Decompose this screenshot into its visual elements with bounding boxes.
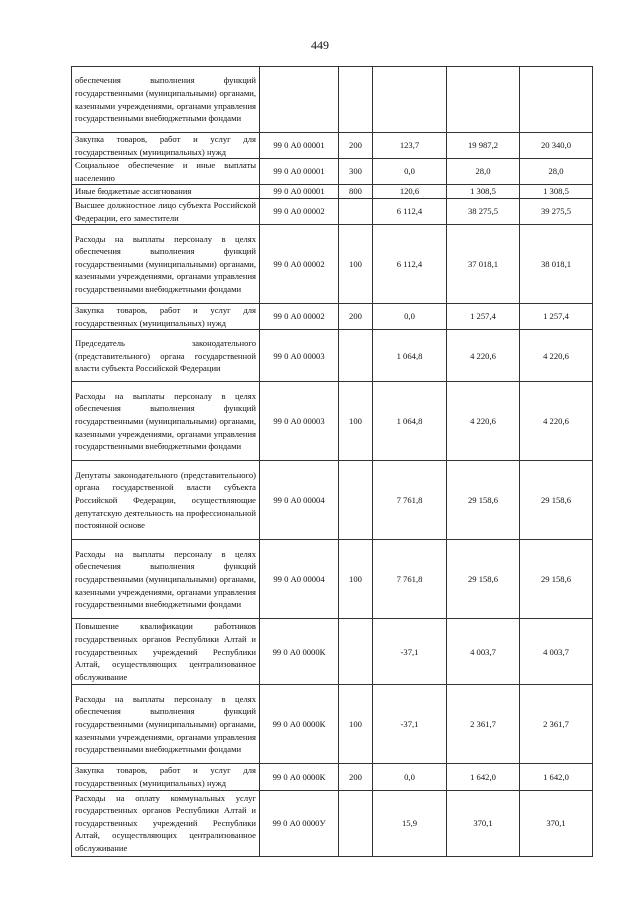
- row-total-2021: 38 275,5: [447, 198, 520, 224]
- table-row: [72, 133, 593, 159]
- row-total-2022: 38 018,1: [520, 225, 593, 304]
- row-total-2022: 2 361,7: [520, 685, 593, 764]
- table-row: [72, 540, 593, 619]
- row-code: 99 0 А0 00001: [260, 159, 339, 185]
- row-name: Депутаты законодательного (представительного) органа государственной власти субъекта Российской Федерации, осуществляющие депутатскую деятельность на профессиональной постоянной основе: [72, 461, 260, 540]
- table-row: [72, 619, 593, 685]
- row-name: Закупка товаров, работ и услуг для государственных (муниципальных) нужд: [72, 304, 260, 330]
- row-total-2021: 19 987,2: [447, 133, 520, 159]
- row-change-amount: 15,9: [373, 790, 447, 856]
- row-code: 99 0 А0 00003: [260, 382, 339, 461]
- row-total-2022: 4 220,6: [520, 330, 593, 382]
- row-expense-kind: 100: [339, 685, 373, 764]
- row-change-amount: 0,0: [373, 764, 447, 790]
- row-code: 99 0 А0 00003: [260, 330, 339, 382]
- row-change-amount: 7 761,8: [373, 540, 447, 619]
- row-total-2022: 4 003,7: [520, 619, 593, 685]
- row-change-amount: 0,0: [373, 304, 447, 330]
- row-expense-kind: 200: [339, 133, 373, 159]
- row-total-2021: 28,0: [447, 159, 520, 185]
- row-expense-kind: [339, 619, 373, 685]
- row-change-amount: 1 064,8: [373, 382, 447, 461]
- row-name: Расходы на выплаты персоналу в целях обеспечения выполнения функций государственными (муниципальными) органами, казенными учреждениями, органами управления государственными внебюджетными фондами: [72, 382, 260, 461]
- row-total-2021: 370,1: [447, 790, 520, 856]
- table-row: [72, 304, 593, 330]
- row-total-2022: 29 158,6: [520, 461, 593, 540]
- row-change-amount: 7 761,8: [373, 461, 447, 540]
- row-total-2021: 37 018,1: [447, 225, 520, 304]
- row-name: Повышение квалификации работников государственных органов Республики Алтай и государственных учреждений Республики Алтай, осуществляющих централизованное обслуживание: [72, 619, 260, 685]
- row-code: 99 0 А0 00004: [260, 461, 339, 540]
- row-change-amount: [373, 67, 447, 133]
- table-row: [72, 330, 593, 382]
- row-expense-kind: [339, 790, 373, 856]
- row-change-amount: -37,1: [373, 685, 447, 764]
- row-code: 99 0 А0 00004: [260, 540, 339, 619]
- row-code: 99 0 А0 0000К: [260, 764, 339, 790]
- row-code: [260, 67, 339, 133]
- row-total-2022: 1 308,5: [520, 185, 593, 199]
- row-total-2021: 1 308,5: [447, 185, 520, 199]
- row-change-amount: 123,7: [373, 133, 447, 159]
- row-expense-kind: 100: [339, 225, 373, 304]
- row-code: 99 0 А0 00001: [260, 185, 339, 199]
- row-total-2021: 1 257,4: [447, 304, 520, 330]
- row-code: 99 0 А0 0000К: [260, 619, 339, 685]
- row-expense-kind: 100: [339, 382, 373, 461]
- row-expense-kind: [339, 67, 373, 133]
- row-code: 99 0 А0 0000К: [260, 685, 339, 764]
- row-name: Социальное обеспечение и иные выплаты населению: [72, 159, 260, 185]
- row-total-2021: 2 361,7: [447, 685, 520, 764]
- row-total-2022: 1 642,0: [520, 764, 593, 790]
- row-total-2022: 29 158,6: [520, 540, 593, 619]
- table-row: [72, 67, 593, 133]
- row-expense-kind: [339, 461, 373, 540]
- row-code: 99 0 А0 00002: [260, 225, 339, 304]
- row-name: обеспечения выполнения функций государственными (муниципальными) органами, казенными учреждениями, органами управления государственными внебюджетными фондами: [72, 67, 260, 133]
- table-row: [72, 382, 593, 461]
- row-change-amount: 120,6: [373, 185, 447, 199]
- row-name: Расходы на выплаты персоналу в целях обеспечения выполнения функций государственными (муниципальными) органами, казенными учреждениями, органами управления государственными внебюджетными фондами: [72, 685, 260, 764]
- table-row: [72, 185, 593, 199]
- row-total-2021: 29 158,6: [447, 461, 520, 540]
- row-change-amount: 0,0: [373, 159, 447, 185]
- row-change-amount: 6 112,4: [373, 198, 447, 224]
- row-code: 99 0 А0 00002: [260, 304, 339, 330]
- row-change-amount: 6 112,4: [373, 225, 447, 304]
- row-name: Иные бюджетные ассигнования: [72, 185, 260, 199]
- row-total-2021: 29 158,6: [447, 540, 520, 619]
- row-expense-kind: 300: [339, 159, 373, 185]
- row-name: Председатель законодательного (представительного) органа государственной власти субъекта Российской Федерации: [72, 330, 260, 382]
- row-name: Закупка товаров, работ и услуг для государственных (муниципальных) нужд: [72, 133, 260, 159]
- row-total-2022: 20 340,0: [520, 133, 593, 159]
- budget-table-body: [72, 67, 593, 857]
- row-total-2021: 1 642,0: [447, 764, 520, 790]
- row-change-amount: -37,1: [373, 619, 447, 685]
- row-expense-kind: 800: [339, 185, 373, 199]
- row-total-2021: 4 220,6: [447, 382, 520, 461]
- row-expense-kind: 200: [339, 764, 373, 790]
- table-row: [72, 790, 593, 856]
- table-row: [72, 461, 593, 540]
- row-expense-kind: 200: [339, 304, 373, 330]
- row-expense-kind: 100: [339, 540, 373, 619]
- row-name: Расходы на оплату коммунальных услуг государственных органов Республики Алтай и государственных учреждений Республики Алтай, осуществляющих централизованное обслуживание: [72, 790, 260, 856]
- row-name: Расходы на выплаты персоналу в целях обеспечения выполнения функций государственными (муниципальными) органами, казенными учреждениями, органами управления государственными внебюджетными фондами: [72, 225, 260, 304]
- row-code: 99 0 А0 0000У: [260, 790, 339, 856]
- table-row: [72, 159, 593, 185]
- row-expense-kind: [339, 198, 373, 224]
- row-name: Закупка товаров, работ и услуг для государственных (муниципальных) нужд: [72, 764, 260, 790]
- row-total-2022: 28,0: [520, 159, 593, 185]
- row-total-2021: [447, 67, 520, 133]
- row-total-2022: [520, 67, 593, 133]
- budget-table: [71, 66, 593, 857]
- row-total-2022: 39 275,5: [520, 198, 593, 224]
- row-name: Высшее должностное лицо субъекта Российской Федерации, его заместители: [72, 198, 260, 224]
- row-total-2021: 4 220,6: [447, 330, 520, 382]
- page-number: 449: [311, 38, 329, 52]
- row-total-2022: 4 220,6: [520, 382, 593, 461]
- row-total-2022: 370,1: [520, 790, 593, 856]
- row-total-2021: 4 003,7: [447, 619, 520, 685]
- row-code: 99 0 А0 00002: [260, 198, 339, 224]
- table-row: [72, 685, 593, 764]
- row-name: Расходы на выплаты персоналу в целях обеспечения выполнения функций государственными (муниципальными) органами, казенными учреждениями, органами управления государственными внебюджетными фондами: [72, 540, 260, 619]
- row-total-2022: 1 257,4: [520, 304, 593, 330]
- row-expense-kind: [339, 330, 373, 382]
- row-code: 99 0 А0 00001: [260, 133, 339, 159]
- table-row: [72, 225, 593, 304]
- table-row: [72, 764, 593, 790]
- row-change-amount: 1 064,8: [373, 330, 447, 382]
- table-row: [72, 198, 593, 224]
